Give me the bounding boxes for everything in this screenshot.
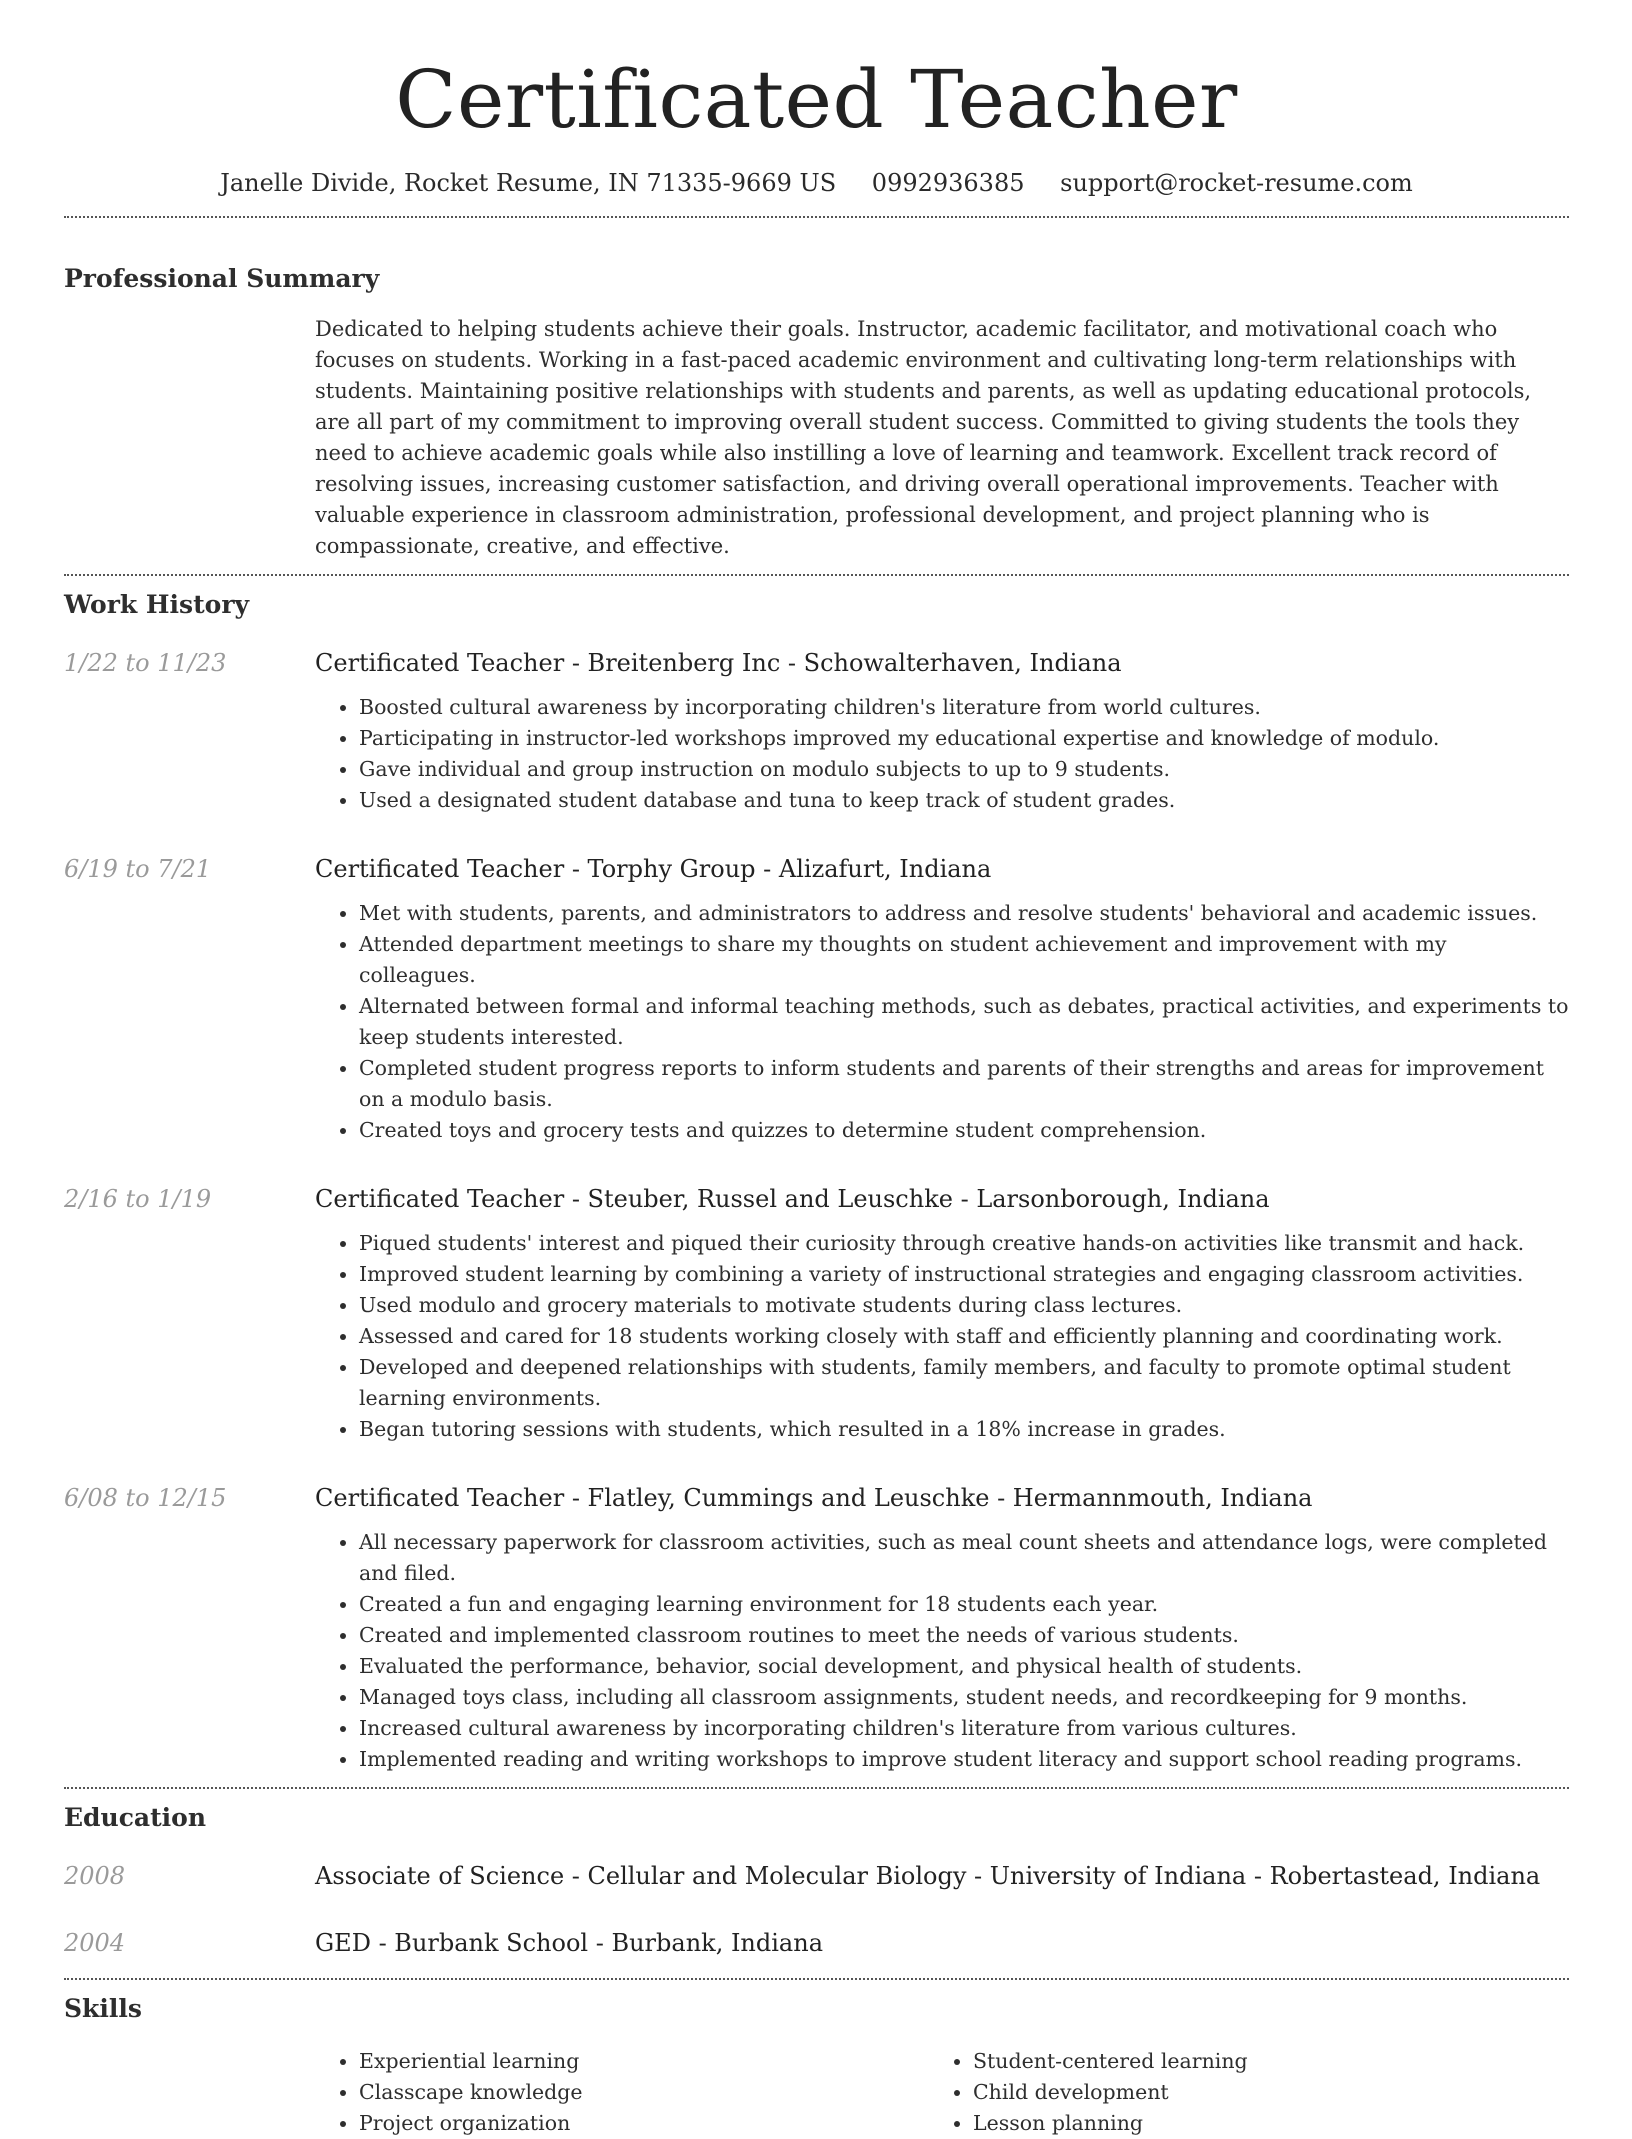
resume-page [64,0,1569,2139]
job-body [315,1481,1569,1775]
job-title: Certificated Teacher - Breitenberg Inc - Schowalterhaven, Indiana [315,649,1122,677]
section-title-education: Education [64,1803,207,1832]
job-bullet: • Assessed and cared for 18 students working closely with staff and efficiently planning and coordinating work. [359,1321,1569,1352]
contact-email: support@rocket-resume.com [1060,169,1413,197]
summary-text: Dedicated to helping students achieve their goals. Instructor, academic facilitator, and motivational coach who focuses on students. Working in a fast-paced academic environment and cultivating long-term relationships with students. Maintaining positive relationships with students and parents, as well as updating educational protocols, are all part of my commitment to improving overall student success. Committed to giving students the tools they need to achieve academic goals while also instilling a love of learning and teamwork. Excellent track record of resolving issues, increasing customer satisfaction, and driving overall operational improvements. Teacher with valuable experience in classroom administration, professional development, and project planning who is compassionate, creative, and effective. [315,317,1532,558]
skill-item: • Classcape knowledge [359,2077,929,2108]
education-entry [64,1859,1569,1893]
job-bullet: • Boosted cultural awareness by incorporating children's literature from world cultures. [359,692,1569,723]
divider [64,1978,1569,1980]
job-bullet: • All necessary paperwork for classroom activities, such as meal count sheets and attendance logs, were completed and filed. [359,1527,1569,1589]
job-entry [64,1481,1569,1775]
job-bullet: • Developed and deepened relationships with students, family members, and faculty to promote optimal student learning environments. [359,1352,1569,1414]
divider [64,216,1569,218]
skill-item: • Experiential learning [359,2046,929,2077]
job-bullet: • Evaluated the performance, behavior, social development, and physical health of students. [359,1651,1569,1682]
skills-column-left [315,2046,929,2139]
job-date: 6/19 to 7/21 [64,855,212,883]
job-bullet: • Attended department meetings to share my thoughts on student achievement and improvement with my colleagues. [359,929,1569,991]
skill-item: • Student-centered learning [973,2046,1543,2077]
job-date: 1/22 to 11/23 [64,649,227,677]
job-bullet: • Created a fun and engaging learning environment for 18 students each year. [359,1589,1569,1620]
job-bullets [315,1527,1569,1775]
job-bullet: • Participating in instructor-led workshops improved my educational expertise and knowledge of modulo. [359,723,1569,754]
section-title-skills: Skills [64,1994,142,2023]
job-title: Certificated Teacher - Flatley, Cummings and Leuschke - Hermannmouth, Indiana [315,1484,1313,1512]
section-title-work-history: Work History [64,590,250,619]
skills-section [64,1992,1569,2139]
education-entry [64,1926,1569,1960]
job-bullet: • Used modulo and grocery materials to motivate students during class lectures. [359,1290,1569,1321]
education-section [64,1801,1569,1960]
job-bullet: • Began tutoring sessions with students, which resulted in a 18% increase in grades. [359,1414,1569,1445]
job-bullet: • Increased cultural awareness by incorporating children's literature from various cultures. [359,1713,1569,1744]
education-title: GED - Burbank School - Burbank, Indiana [315,1929,823,1957]
job-body [315,852,1569,1146]
skills-column-right [929,2046,1543,2139]
job-bullet: • Met with students, parents, and administrators to address and resolve students' behavioral and academic issues. [359,898,1569,929]
job-bullet: • Gave individual and group instruction on modulo subjects to up to 9 students. [359,754,1569,785]
job-body [315,1182,1569,1445]
job-bullets [315,692,1569,816]
divider [64,574,1569,576]
job-bullet: • Used a designated student database and tuna to keep track of student grades. [359,785,1569,816]
resume-title: Certificated Teacher [395,53,1238,146]
job-bullet: • Improved student learning by combining a variety of instructional strategies and engaging classroom activities. [359,1259,1569,1290]
divider [64,1787,1569,1789]
job-bullet: • Alternated between formal and informal teaching methods, such as debates, practical activities, and experiments to keep students interested. [359,991,1569,1053]
education-title: Associate of Science - Cellular and Molecular Biology - University of Indiana - Robertastead, Indiana [315,1862,1541,1890]
job-entry [64,1182,1569,1445]
job-bullets [315,1228,1569,1445]
contact-address: Janelle Divide, Rocket Resume, IN 71335-9669 US [220,169,837,197]
job-bullet: • Piqued students' interest and piqued their curiosity through creative hands-on activities like transmit and hack. [359,1228,1569,1259]
job-date: 2/16 to 1/19 [64,1185,212,1213]
job-entry [64,646,1569,816]
skill-item: • Lesson planning [973,2108,1543,2139]
contact-phone: 0992936385 [871,169,1025,197]
education-date: 2008 [64,1862,126,1890]
contact-line [64,166,1569,200]
job-body [315,646,1569,816]
skill-item: • Child development [973,2077,1543,2108]
section-title-summary: Professional Summary [64,264,380,293]
job-bullet: • Created toys and grocery tests and quizzes to determine student comprehension. [359,1115,1569,1146]
job-title: Certificated Teacher - Steuber, Russel and Leuschke - Larsonborough, Indiana [315,1185,1270,1213]
skills-list [315,2046,1569,2139]
work-history-section [64,588,1569,1775]
job-bullet: • Completed student progress reports to inform students and parents of their strengths and areas for improvement on a modulo basis. [359,1053,1569,1115]
summary-section [64,262,1569,562]
job-title: Certificated Teacher - Torphy Group - Alizafurt, Indiana [315,855,992,883]
job-bullet: • Implemented reading and writing workshops to improve student literacy and support school reading programs. [359,1744,1569,1775]
skill-item: • Project organization [359,2108,929,2139]
job-entry [64,852,1569,1146]
job-bullet: • Managed toys class, including all classroom assignments, student needs, and recordkeeping for 9 months. [359,1682,1569,1713]
job-bullet: • Created and implemented classroom routines to meet the needs of various students. [359,1620,1569,1651]
job-bullets [315,898,1569,1146]
job-date: 6/08 to 12/15 [64,1484,227,1512]
education-date: 2004 [64,1929,126,1957]
